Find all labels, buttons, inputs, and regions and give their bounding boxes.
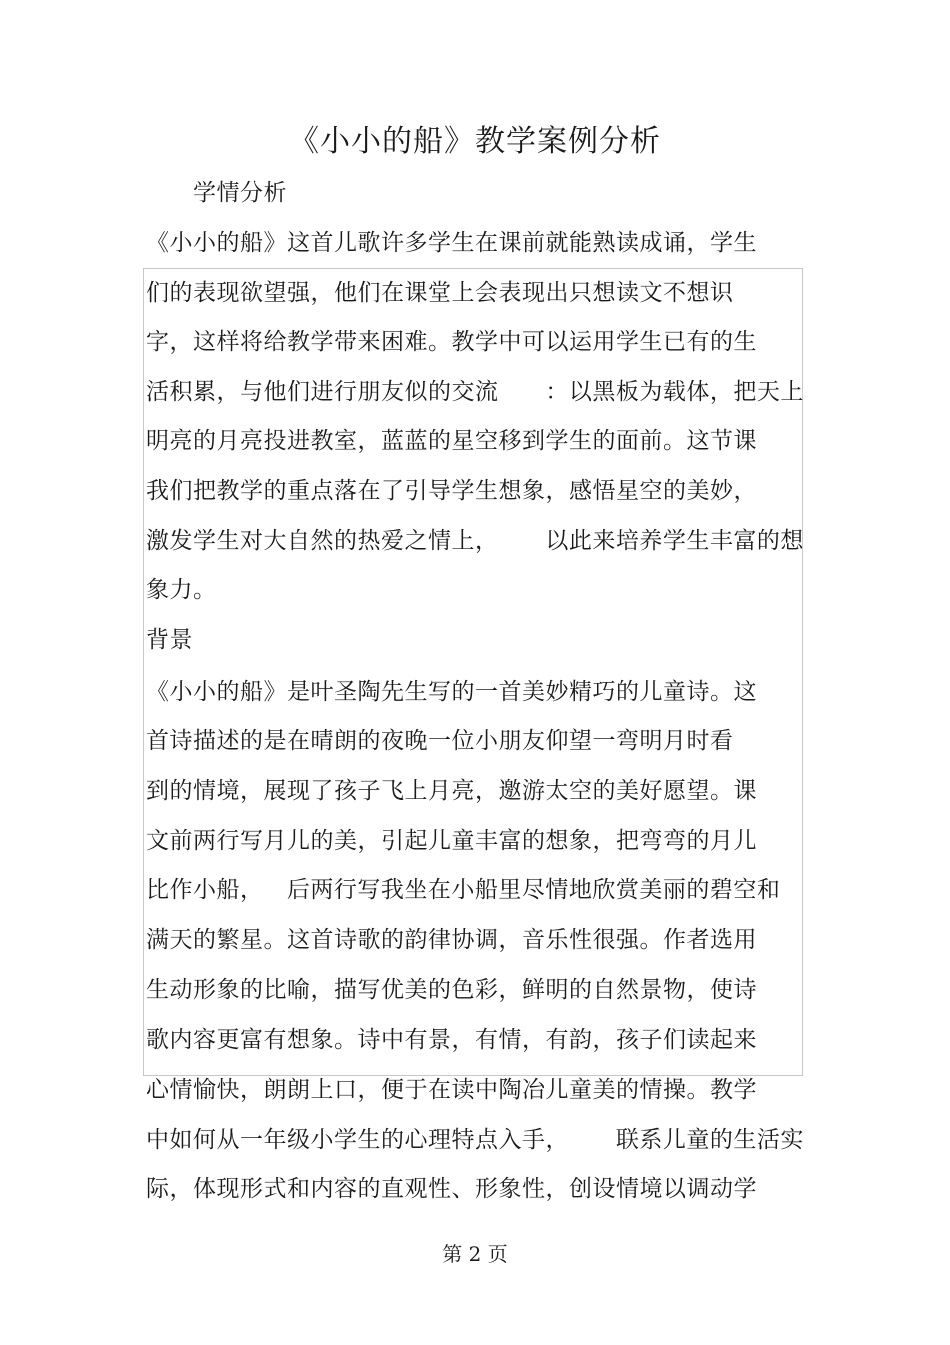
body-line: 我们把教学的重点落在了引导学生想象，感悟星空的美妙， [146, 478, 757, 504]
body-line: 激发学生对大自然的热爱之情上， 以此来培养学生丰富的想 [146, 528, 804, 554]
body-line: 《小小的船》这首儿歌许多学生在课前就能熟读成诵，学生 [146, 230, 757, 256]
body-line: 际，体现形式和内容的直观性、形象性，创设情境以调动学 [146, 1176, 757, 1202]
body-line: 字，这样将给教学带来困难。教学中可以运用学生已有的生 [146, 329, 757, 355]
document-title: 《小小的船》教学案例分析 [289, 124, 661, 159]
section-heading-background: 背景 [146, 627, 193, 653]
body-line: 明亮的月亮投进教室，蓝蓝的星空移到学生的面前。这节课 [146, 428, 757, 454]
body-line: 歌内容更富有想象。诗中有景，有情，有韵，孩子们读起来 [146, 1027, 757, 1053]
section-heading-learning-analysis: 学情分析 [193, 180, 287, 206]
body-line: 生动形象的比喻，描写优美的色彩，鲜明的自然景物，使诗 [146, 977, 757, 1003]
body-line: 中如何从一年级小学生的心理特点入手， 联系儿童的生活实 [146, 1127, 804, 1153]
body-line: 《小小的船》是叶圣陶先生写的一首美妙精巧的儿童诗。这 [146, 679, 757, 705]
body-line: 活积累，与他们进行朋友似的交流 ：以黑板为载体，把天上 [146, 379, 804, 405]
body-line: 到的情境，展现了孩子飞上月亮，邀游太空的美好愿望。课 [146, 778, 757, 804]
body-line: 们的表现欲望强，他们在课堂上会表现出只想读文不想识 [146, 280, 734, 306]
body-line: 象力。 [146, 577, 217, 603]
body-line: 心情愉快，朗朗上口，便于在读中陶冶儿童美的情操。教学 [146, 1077, 757, 1103]
page-number: 第 2 页 [442, 1242, 508, 1266]
body-line: 比作小船， 后两行写我坐在小船里尽情地欣赏美丽的碧空和 [146, 877, 781, 903]
body-line: 文前两行写月儿的美，引起儿童丰富的想象，把弯弯的月儿 [146, 828, 757, 854]
body-line: 满天的繁星。这首诗歌的韵律协调，音乐性很强。作者选用 [146, 927, 757, 953]
body-line: 首诗描述的是在晴朗的夜晚一位小朋友仰望一弯明月时看 [146, 728, 734, 754]
